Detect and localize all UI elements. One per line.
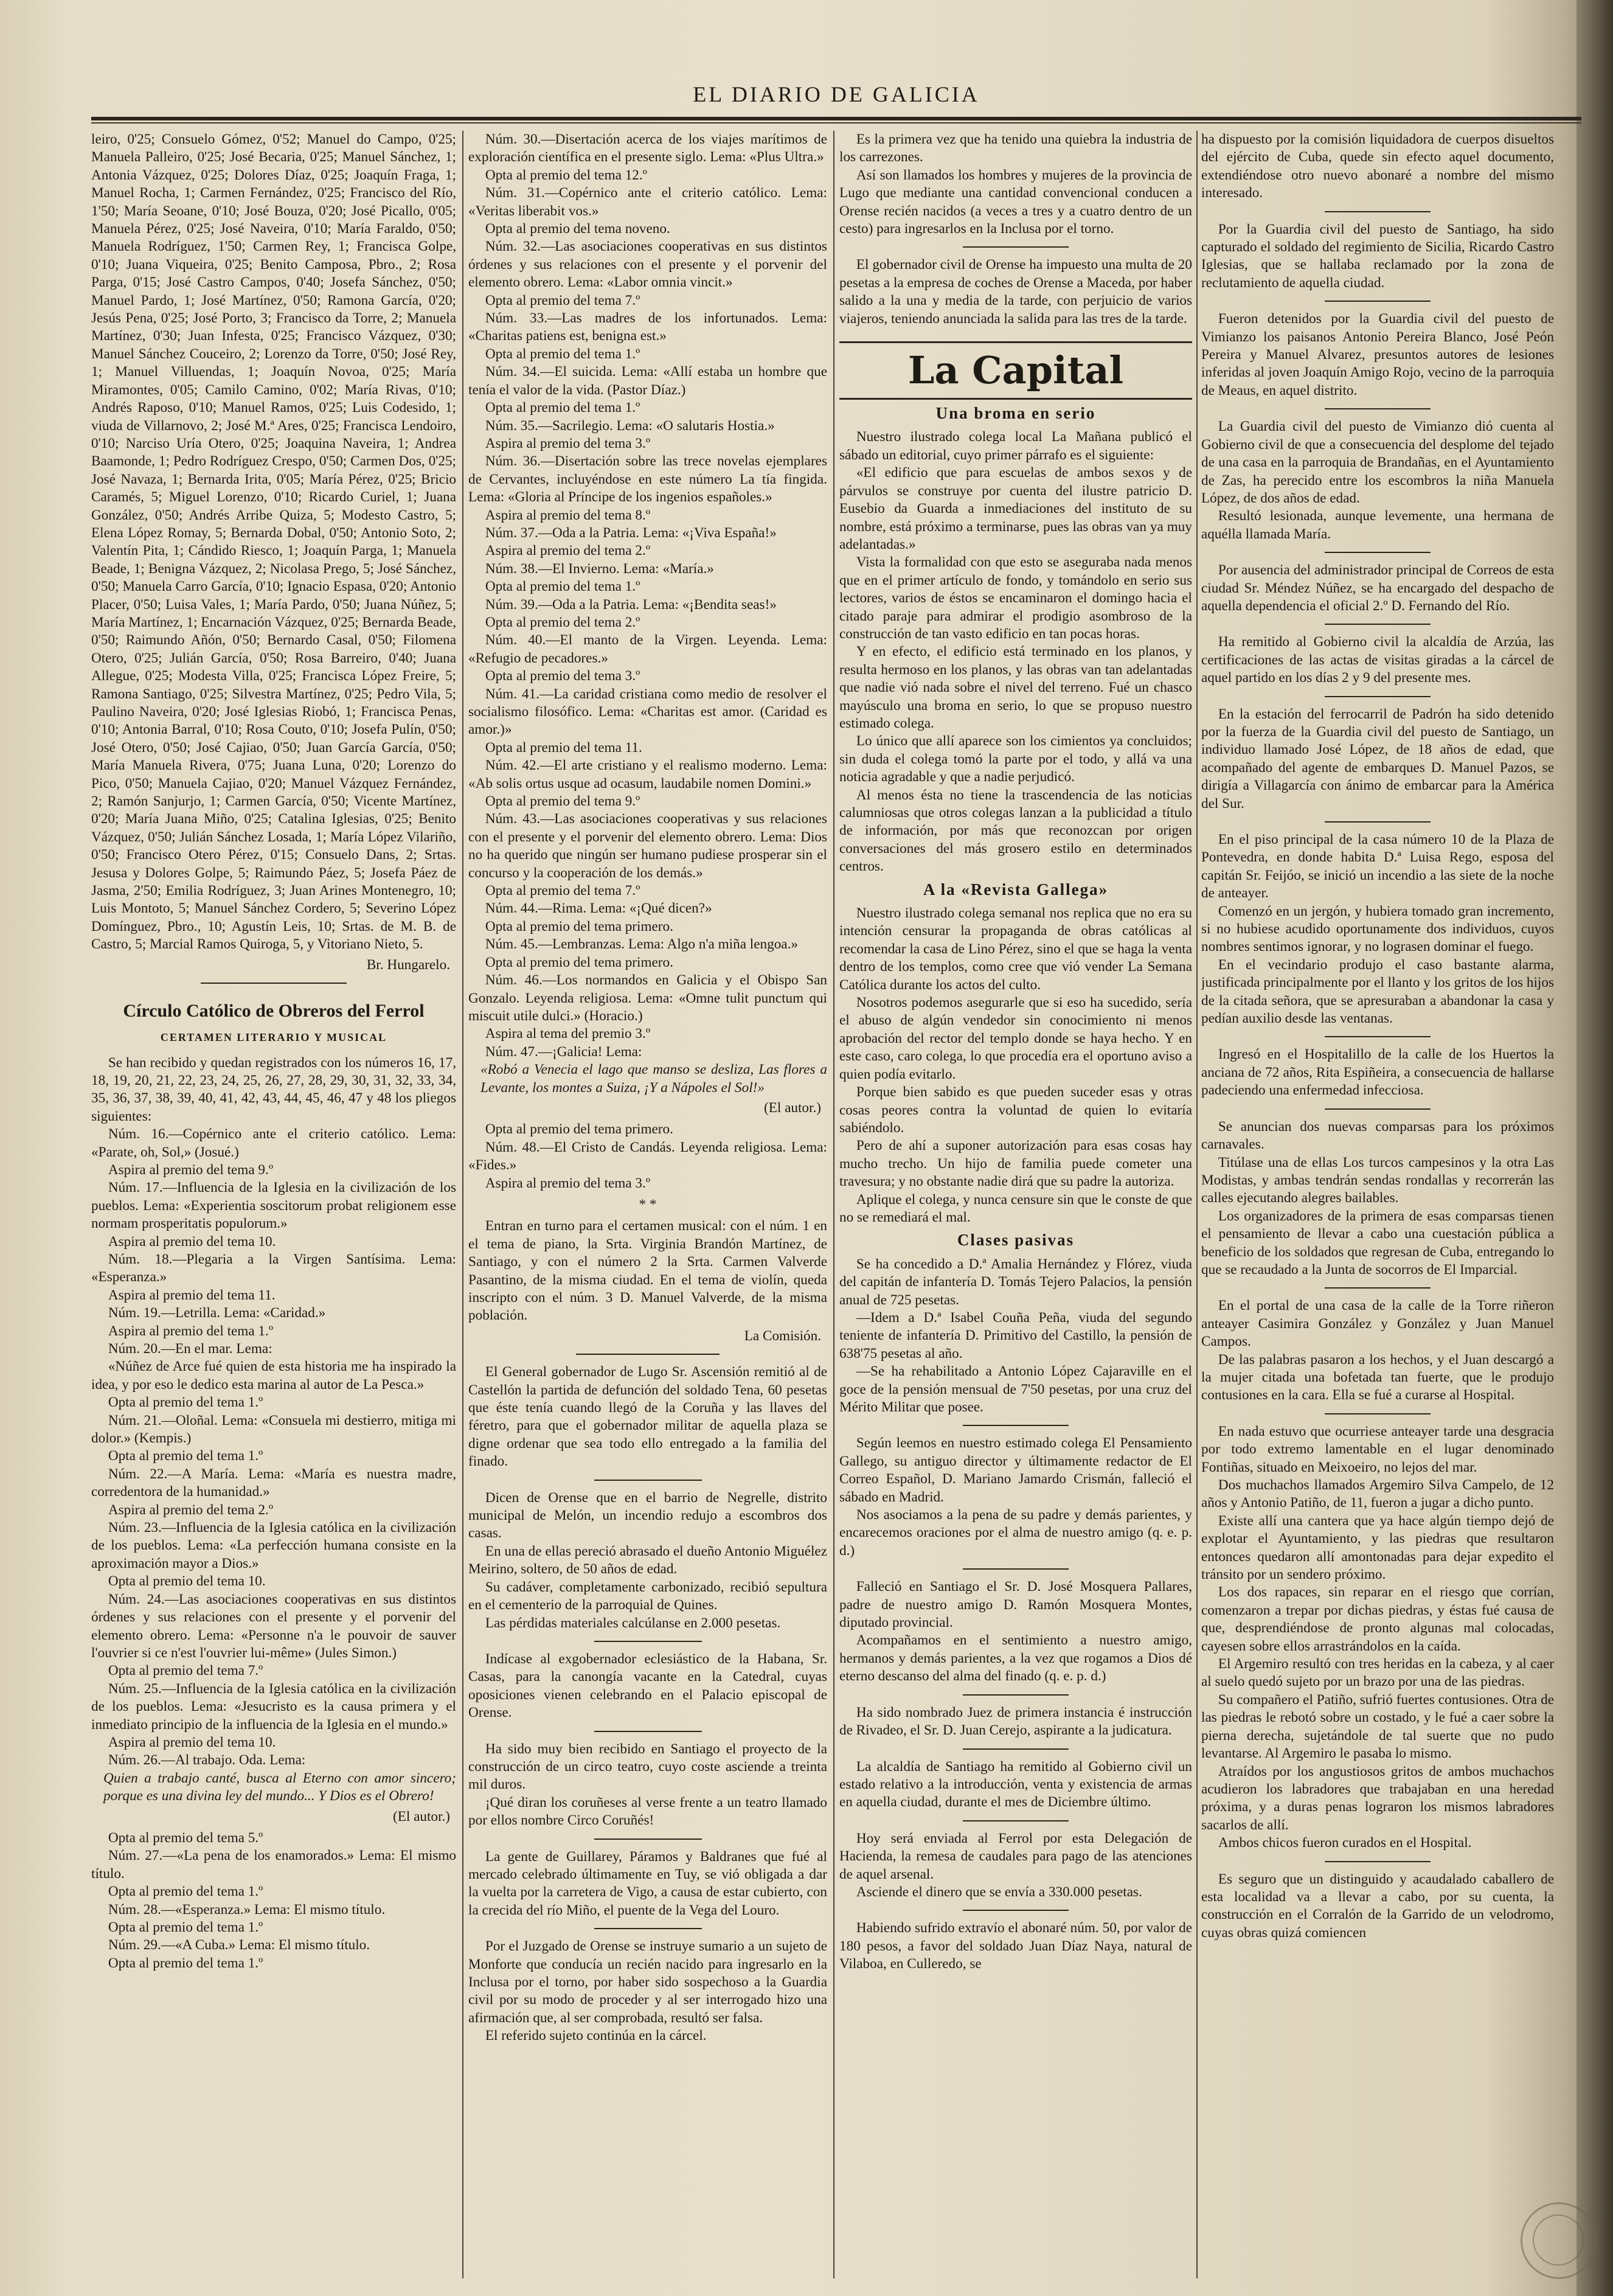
paragraph: Opta al premio del tema primero.: [485, 1121, 673, 1138]
paragraph: Núm. 33.—Las madres de los infortunados. Lema: «Charitas patiens est, benigna est.»: [468, 310, 827, 344]
separator: [1325, 1108, 1431, 1110]
separator: [1325, 1861, 1431, 1862]
separator: [594, 1928, 702, 1929]
paragraph: Núm. 47.—¡Galicia! Lema:: [485, 1043, 642, 1060]
paragraph: Y en efecto, el edificio está terminado en los planos, y resulta hermoso en los planos, y las obras van tan adelantadas que nadie vió nada sobre el nivel del terreno. Fué un chasco mayúsculo una broma en serio, lo que se propuso nuestro estimado colega.: [839, 644, 1192, 731]
paragraph: Núm. 29.—«A Cuba.» Lema: El mismo título.: [108, 1937, 370, 1953]
paragraph: Núm. 48.—El Cristo de Candás. Leyenda religiosa. Lema: «Fides.»: [468, 1139, 827, 1174]
paragraph: —Idem a D.ª Isabel Couña Peña, viuda del segundo teniente de infantería D. Primitivo del Castillo, la pensión de 638'75 pesetas al año.: [839, 1309, 1192, 1362]
paragraph: Es la primera vez que ha tenido una quiebra la industria de los carrezones.: [839, 131, 1192, 165]
paragraph: Atraídos por los angustiosos gritos de ambos muchachos acudieron los labradores que trabajaban en una heredad próxima, y a duras penas lograron los mismos labradores sacarlos de allí.: [1201, 1763, 1554, 1833]
paragraph: Núm. 23.—Influencia de la Iglesia católica en la civilización de los pueblos. Lema: «La perfección humana consiste en la aproximación mayor a Dios.»: [91, 1520, 456, 1571]
separator: [963, 1568, 1069, 1570]
verse: «Robó a Venecia el lago que manso se desliza, Las flores a Levante, los montes a Suiza, ¡Y a Nápoles el Sol!»: [480, 1062, 827, 1096]
separator: [594, 1480, 702, 1481]
paragraph: Núm. 39.—Oda a la Patria. Lema: «¡Bendita seas!»: [485, 596, 777, 613]
paragraph: Ha sido muy bien recibido en Santiago el proyecto de la construcción de un circo teatro, cuyo coste asciende a treinta mil duros.: [468, 1741, 827, 1793]
paragraph: Por el Juzgado de Orense se instruye sumario a un sujeto de Monforte que conducía un recién nacido para ingresarlo en la Inclusa por el torno, por haber sido sospechoso a la Guardia civil por su modo de proceder y al ser interrogado hizo una afirmación que, al ser comprobada, resultó ser falsa.: [468, 1938, 827, 2026]
column-2: [468, 131, 827, 2278]
asterism: * *: [639, 1196, 657, 1212]
paragraph: Entran en turno para el certamen musical: con el núm. 1 en el tema de piano, la Srta. Virginia Brandón Martínez, de Santiago, y con el número 2 la Srta. Carmen Valverde Pasantino, de la misma ciudad. En el tema de violín, queda inscripto con el núm. 3 D. Manuel Valverde, de la misma población.: [468, 1218, 827, 1324]
section-subheading: CERTAMEN LITERARIO Y MUSICAL: [160, 1031, 387, 1044]
paragraph: Es seguro que un distinguido y acaudalado caballero de esta localidad va a llevar a cabo, por su cuenta, la construcción en el Corralón de la Garrido de un velodromo, cuyas obras quizá comiencen: [1201, 1871, 1554, 1941]
separator: [1325, 1036, 1431, 1037]
paragraph: Núm. 21.—Oloñal. Lema: «Consuela mi destierro, mitiga mi dolor.» (Kempis.): [91, 1412, 456, 1447]
paragraph: Aspira al premio del tema 10.: [108, 1734, 276, 1750]
column-3: [839, 131, 1192, 2278]
paragraph: Aspira al premio del tema 2.º: [485, 543, 651, 559]
paragraph: Opta al premio del tema 12.º: [485, 167, 647, 183]
paragraph: Opta al premio del tema 1.º: [485, 346, 640, 362]
signature: (El autor.): [763, 1099, 821, 1116]
paragraph: Núm. 32.—Las asociaciones cooperativas en sus distintos órdenes y sus relaciones con el presente y el porvenir del elemento obrero. Lema: «Labor omnia vincit.»: [468, 238, 827, 291]
separator: [1325, 1413, 1431, 1414]
paragraph: Opta al premio del tema 1.º: [108, 1955, 263, 1971]
paragraph: Opta al premio del tema 9.º: [485, 793, 640, 810]
paragraph: Opta al premio del tema noveno.: [485, 221, 670, 237]
paragraph: En el vecindario produjo el caso bastante alarma, justificada principalmente por el llanto y los gritos de los hijos de la citada señora, que se apresuraban a abandonar la casa y pedían auxilio desde las ventanas.: [1201, 956, 1554, 1027]
masthead: EL DIARIO DE GALICIA: [693, 82, 980, 106]
separator: [1325, 696, 1431, 697]
section-heading: Círculo Católico de Obreros del Ferrol: [123, 1001, 425, 1021]
paragraph: Núm. 30.—Disertación acerca de los viajes marítimos de exploración científica en el presente siglo. Lema: «Plus Ultra.»: [468, 131, 827, 165]
separator: [201, 983, 347, 984]
paragraph: Falleció en Santiago el Sr. D. José Mosquera Pallares, padre de nuestro amigo D. Ramón Mosquera Montes, diputado provincial.: [839, 1579, 1192, 1631]
paragraph: Núm. 26.—Al trabajo. Oda. Lema:: [108, 1752, 306, 1769]
paragraph: Existe allí una cantera que ya hace algún tiempo dejó de explotar el Ayuntamiento, y las piedras que resultaron entonces quedaron allí amontonadas para dejar expedito el tránsito por un sendero próximo.: [1201, 1512, 1554, 1583]
paragraph: ha dispuesto por la comisión liquidadora de cuerpos disueltos del ejército de Cuba, quede sin efecto aquel documento, extendiéndose otro nuevo abonaré a nombre del mismo interesado.: [1201, 131, 1554, 201]
paragraph: Por la Guardia civil del puesto de Santiago, ha sido capturado el soldado del regimiento de Sicilia, Ricardo Castro Iglesias, que se hallaba reclamado por la zona de reclutamiento de aquella ciudad.: [1201, 221, 1554, 291]
paragraph: Núm. 31.—Copérnico ante el criterio católico. Lema: «Veritas liberabit vos.»: [468, 185, 827, 219]
paragraph: En una de ellas pereció abrasado el dueño Antonio Miguélez Meirino, soltero, de 50 años de edad.: [468, 1543, 827, 1578]
article-heading: A la «Revista Gallega»: [923, 880, 1109, 899]
separator: [594, 1641, 702, 1642]
paragraph: Los organizadores de la primera de esas comparsas tienen el pensamiento de llevar a cabo una cuestación pública a beneficio de los soldados que regresan de Cuba, entregando lo que se recaudado a la Junta de socorros de El Imparcial.: [1201, 1208, 1554, 1278]
paragraph: —Se ha rehabilitado a Antonio López Cajaraville en el goce de la pensión mensual de 7'50 pesetas, por una cruz del Mérito Militar que posee.: [839, 1363, 1192, 1415]
subscription-list: leiro, 0'25; Consuelo Gómez, 0'52; Manuel do Campo, 0'25; Manuela Palleiro, 0'25; José Becaria, 0'25; Manuel Sánchez, 1; Antonia Vázquez, 0'25; Dolores Díaz, 0'25; Joaquín Fraga, 1; Manuel Rocha, 1; Carmen Fernández, 0'25; Francisco del Río, 1'50; María Seoane, 0'10; José Bouza, 0'20; José Picallo, 0'05; Manuela Pérez, 0'25; José Naveira, 0'10; María Faraldo, 0'50; Manuela Rodríguez, 1'50; Carmen Rey, 1; Francisca Golpe, 0'10; Juana Viqueira, 0'25; Benito Camposa, Pbro., 2; Rosa Parga, 0'15; José Castro Campos, 0'40; Josefa Sánchez, 0'50; Manuel Pardo, 1; José Martínez, 0'50; Ramona García, 0'20; Jesús Pena, 0'25; José Porto, 3; Francisco da Torre, 2; Manuela Martínez, 0'30; Juan Infesta, 0'25; Francisco Vázquez, 0'30; Manuel Sánchez Couceiro, 2; Lorenzo da Torre, 0'50; José Rey, 1; Manuel Villuendas, 1; Joaquín Novoa, 0'25; María Miramontes, 0'05; Camilo Camino, 0'02; María Rivas, 0'10; Andrés Raposo, 0'10; Manuel Ramos, 0'25; Luis Codesido, 1; viuda de Villarnovo, 2; José M.ª Ares, 0'25; Francisca Lendoiro, 0'10; Narciso Uría Otero, 0'25; Joaquina Naveira, 1; Andrea Baamonde, 1; Pedro Rodríguez Crespo, 0'50; Carmen Dos, 0'25; José Navaza, 1; Bernarda Irita, 0'05; María Pérez, 0'25; Bricio Caramés, 5; Miguel Lorenzo, 0'10; Ricardo Curiel, 1; Juana González, 0'50; Andrés Arribe Quiza, 5; Modesto Castro, 5; Elena López Romay, 5; Bernarda Dobal, 0'50; Antonio Soto, 2; Valentín Pita, 1; Cándido Riesco, 1; Joaquín Parga, 1; Manuela Beade, 1; Benigna Vázquez, 2; Nicolasa Prego, 5; José Sánchez, 0'50; Manuela Carro García, 0'10; Ignacio Espasa, 0'20; Antonio Placer, 0'50; Luisa Vales, 1; María Pardo, 0'50; Juana Núñez, 5; María Martínez, 1; Encarnación Vázquez, 0'25; Bernarda Beade, 0'50; Raimundo Añón, 0'50; Bernardo Casal, 0'50; Filomena Otero, 0'25; Julián García, 0'50; Rosa Barreiro, 0'40; Juana Allegue, 0'25; Modesta Villa, 0'25; Francisca López Freire, 5; Ramona Santiago, 0'25; Silvestra Martínez, 0'25; Pedro Vila, 5; Paulino Naveira, 0'20; José Iglesias Riobó, 1; Francisca Penas, 0'10; Antonia Barral, 0'10; Rosa Couto, 0'10; Josefa Pulín, 0'50; José Otero, 0'50; José Cajiao, 0'50; Juan García García, 0'50; María Manuela Rivera, 0'75; Juana Luna, 0'20; Lorenzo do Pico, 0'50; Manuela Cajiao, 0'20; Manuel Vázquez Fernández, 2; Ramón Sanjurjo, 1; Carmen García, 0'50; Vicente Martínez, 0'20; María Juana Miño, 0'25; Catalina Iglesias, 0'25; Benito Vázquez, 0'50; Julián Sánchez Losada, 1; María López Vilariño, 0'50; Francisco Otero Pérez, 0'15; Consuelo Dans, 2; Srtas. Jesusa y Dolores Golpe, 5; Raimundo Páez, 5; Josefa Páez de Jasma, 2'50; Emilia Rodríguez, 3; Juan Arines Montenegro, 10; Luis Montoto, 5; Manuel Sánchez Cordero, 5; Severino López Domínguez, Pbro., 10; Agustín Leis, 10; Srtas. de M. B. de Castro, 5; Marcial Ramos Quiroga, 5, y Vitoriano Nieto, 5.: [91, 131, 456, 953]
paragraph: Núm. 46.—Los normandos en Galicia y el Obispo San Gonzalo. Leyenda religiosa. Lema: «Omne tulit punctum qui miscuit utile dulci.» (Horacio.): [468, 972, 827, 1024]
paragraph: Núm. 44.—Rima. Lema: «¡Qué dicen?»: [485, 900, 712, 917]
paragraph: Aspira al premio del tema 8.º: [485, 507, 651, 523]
paragraph: Núm. 27.—«La pena de los enamorados.» Lema: El mismo título.: [91, 1848, 456, 1882]
paragraph: Ingresó en el Hospitalillo de la calle de los Huertos la anciana de 72 años, Rita Espiñeira, a consecuencia de hallarse padeciendo una enfermedad infecciosa.: [1201, 1046, 1554, 1099]
signature: Br. Hungarelo.: [366, 956, 450, 973]
paragraph: Resultó lesionada, aunque levemente, una hermana de aquélla llamada María.: [1201, 508, 1554, 542]
paragraph: Asciende el dinero que se envía a 330.000 pesetas.: [856, 1884, 1142, 1900]
paragraph: Aspira al premio del tema 11.: [108, 1287, 276, 1303]
paragraph: La gente de Guillarey, Páramos y Baldranes que fué al mercado celebrado últimamente en Tuy, se vió obligada a dar la vuelta por la carretera de Vigo, a causa de estar cubierto, con la crecida del río Miño, el puente de la Vega del Louro.: [468, 1848, 827, 1918]
paragraph: Núm. 45.—Lembranzas. Lema: Algo n'a miña lengoa.»: [485, 936, 798, 953]
paragraph: Opta al premio del tema primero.: [485, 918, 673, 934]
separator: [1325, 624, 1431, 625]
paragraph: Opta al premio del tema 1.º: [485, 400, 640, 416]
column-rule: [833, 131, 834, 2278]
paragraph: Hoy será enviada al Ferrol por esta Delegación de Hacienda, la remesa de caudales para pago de las atenciones de aquel arsenal.: [839, 1830, 1192, 1882]
paragraph: Núm. 16.—Copérnico ante el criterio católico. Lema: «Parate, oh, Sol,» (Josué.): [91, 1126, 456, 1160]
column-rule: [1196, 131, 1198, 2278]
signature: (El autor.): [392, 1808, 450, 1825]
paragraph: Opta al premio del tema 1.º: [108, 1919, 263, 1935]
column-rule: [462, 131, 463, 2278]
paragraph: En nada estuvo que ocurriese anteayer tarde una desgracia por todo extremo lamentable en el lugar denominado Fontiñas, situado en Meixoeiro, no lejos del mar.: [1201, 1423, 1554, 1475]
separator: [1325, 211, 1431, 212]
paragraph: Opta al premio del tema 1.º: [108, 1884, 263, 1900]
paragraph: Opta al premio del tema 11.: [485, 739, 642, 756]
paragraph: Lo único que allí aparece son los cimientos ya concluidos; sin duda el colega tomó la parte por el todo, y allá va una noticia agradable y que a nadie perjudicó.: [839, 733, 1192, 785]
paragraph: Dos muchachos llamados Argemiro Silva Campelo, de 12 años y Antonio Patiño, de 11, fueron a jugar a dicho punto.: [1201, 1477, 1554, 1511]
paragraph: Aspira al premio del tema 10.: [108, 1233, 276, 1250]
signature: La Comisión.: [744, 1327, 821, 1344]
paragraph: Núm. 40.—El manto de la Virgen. Leyenda. Lema: «Refugio de pecadores.»: [468, 632, 827, 666]
paragraph: El gobernador civil de Orense ha impuesto una multa de 20 pesetas a la empresa de coches de Orense a Maceda, por haber salido a la una y media de la tarde, con perjuicio de varios viajeros, teniendo anunciada la salida para las tres de la tarde.: [839, 257, 1192, 327]
paragraph: En la estación del ferrocarril de Padrón ha sido detenido por la fuerza de la Guardia civil del puesto de Santiago, un individuo llamado José López, de 18 años de edad, que acompañado del agente de embarques D. Manuel Pazos, se dirigía a Villagarcía con ánimo de embarcar para la América del Sur.: [1201, 706, 1554, 812]
paragraph: Ha sido nombrado Juez de primera instancia é instrucción de Rivadeo, el Sr. D. Juan Cerejo, aspirante a la judicatura.: [839, 1704, 1192, 1739]
paragraph: Se anuncian dos nuevas comparsas para los próximos carnavales.: [1201, 1118, 1554, 1153]
paragraph: Opta al premio del tema 1.º: [108, 1394, 263, 1411]
paragraph: Opta al premio del tema 7.º: [108, 1663, 263, 1679]
paragraph: Su cadáver, completamente carbonizado, recibió sepultura en el cementerio de la parroquial de Quines.: [468, 1579, 827, 1613]
verse: Quien a trabajo canté, busca al Eterno con amor sincero; porque es una divina ley del mundo... Y Dios es el Obrero!: [103, 1770, 456, 1804]
column-4: [1201, 131, 1554, 2278]
separator: [594, 1731, 702, 1732]
paragraph: Núm. 25.—Influencia de la Iglesia católica en la civilización de los pueblos. Lema: «Jesucristo es la causa primera y el inmediato principio de la influencia de la Iglesia en el mundo.»: [91, 1680, 456, 1733]
paragraph: Núm. 38.—El Invierno. Lema: «María.»: [485, 560, 714, 577]
paragraph: Fueron detenidos por la Guardia civil del puesto de Vimianzo los paisanos Antonio Pereira Blanco, José Peón Pereira y Manuel Alvarez, presuntos autores de lesiones inferidas al joven Joaquín Amigo Rojo, vecino de la parroquia de Meaus, en aquel distrito.: [1201, 311, 1554, 398]
paragraph: Núm. 35.—Sacrilegio. Lema: «O salutaris Hostia.»: [485, 417, 775, 434]
paragraph: Núm. 37.—Oda a la Patria. Lema: «¡Viva España!»: [485, 524, 777, 541]
paragraph: De las palabras pasaron a los hechos, y el Juan descargó a la mujer citada una bofetada tan fuerte, que le produjo contusiones en la cara. Ella se fué a curarse al Hospital.: [1201, 1351, 1554, 1404]
paragraph: Opta al premio del tema 1.º: [108, 1448, 263, 1464]
separator: [963, 1910, 1069, 1911]
paragraph: «Núñez de Arce fué quien de esta historia me ha inspirado la idea, y por eso le dedico esta marina al autor de La Pesca.»: [91, 1358, 456, 1393]
header-rule-thin: [91, 122, 1581, 123]
paragraph: Nos asociamos a la pena de su padre y demás parientes, y encarecemos oraciones por el alma de nuestro amigo (q. e. p. d.): [839, 1507, 1192, 1559]
paragraph: Núm. 17.—Influencia de la Iglesia en la civilización de los pueblos. Lema: «Experientia soscitorum probat religionem esse normam prosperitatis populorum.»: [91, 1180, 456, 1232]
paragraph: Titúlase una de ellas Los turcos campesinos y la otra Las Modistas, y ambas tendrán sendas rondallas y recorrerán las calles ejecutando alegres bailables.: [1201, 1154, 1554, 1206]
separator: [576, 1354, 720, 1355]
paragraph: Por ausencia del administrador principal de Correos de esta ciudad Sr. Méndez Núñez, se ha encargado del despacho de aquella dependencia el oficial 2.º D. Fernando del Río.: [1201, 562, 1554, 614]
paragraph: Núm. 20.—En el mar. Lema:: [108, 1341, 272, 1357]
separator: [1325, 408, 1431, 409]
paragraph: Opta al premio del tema 7.º: [485, 883, 640, 899]
paragraph: Se han recibido y quedan registrados con los números 16, 17, 18, 19, 20, 21, 22, 23, 24, 25, 26, 27, 28, 29, 30, 31, 32, 33, 34, 35, 36, 37, 38, 39, 40, 41, 42, 43, 44, 45, 46, 47 y 48 los pliegos siguientes:: [91, 1054, 456, 1124]
paragraph: «El edificio que para escuelas de ambos sexos y de párvulos se construye por cuenta del ilustre patricio D. Eusebio da Guarda a inmediaciones del instituto de su nombre, está próximo a terminarse, pues las obras van ya muy adelantadas.»: [839, 465, 1192, 552]
separator: [1325, 1287, 1431, 1289]
paragraph: Ambos chicos fueron curados en el Hospital.: [1218, 1835, 1472, 1851]
paragraph: Núm. 24.—Las asociaciones cooperativas en sus distintos órdenes y sus relaciones con el presente y el porvenir del elemento obrero. Lema: «Personne n'a le pouvoir de sauver l'ouvrier si ce n'est l'ouvrier lui-même» (Jules Simon.): [91, 1591, 456, 1661]
separator: [1325, 552, 1431, 553]
paragraph: Ha remitido al Gobierno civil la alcaldía de Arzúa, las certificaciones de las actas de visitas giradas a la cárcel de aquel partido en los días 2 y 9 del presente mes.: [1201, 634, 1554, 686]
paragraph: Núm. 41.—La caridad cristiana como medio de resolver el socialismo filosófico. Lema: «Charitas est amor. (Caridad es amor.)»: [468, 686, 827, 738]
paragraph: Su compañero el Patiño, sufrió fuertes contusiones. Otra de las piedras le rebotó sobre un costado, y le fué a caer sobre la pierna derecha, sujetándole de tal suerte que no pudo levantarse. Al Argemiro le pasaba lo mismo.: [1201, 1691, 1554, 1762]
separator: [1325, 821, 1431, 823]
paragraph: La alcaldía de Santiago ha remitido al Gobierno civil un estado relativo a la introducción, venta y existencia de armas en aquella ciudad, durante el mes de Diciembre último.: [839, 1758, 1192, 1811]
separator: [1325, 301, 1431, 302]
paragraph: Aspira al premio del tema 1.º: [108, 1323, 274, 1339]
paragraph: Opta al premio del tema primero.: [485, 954, 673, 970]
paragraph: Acompañamos en el sentimiento a nuestro amigo, hermanos y demás parientes, a la vez que rogamos a Dios dé eterno descanso del alma del finado (q. e. p. d.): [839, 1632, 1192, 1685]
paragraph: Opta al premio del tema 2.º: [485, 614, 640, 630]
paragraph: Núm. 42.—El arte cristiano y el realismo moderno. Lema: «Ab solis ortus usque ad ocasum, laudabile nomen Domini.»: [468, 757, 827, 791]
paragraph: Núm. 18.—Plegaria a la Virgen Santísima. Lema: «Esperanza.»: [91, 1251, 456, 1285]
paragraph: Aspira al premio del tema 2.º: [108, 1501, 274, 1518]
paragraph: En el piso principal de la casa número 10 de la Plaza de Pontevedra, en donde habita D.ª Luisa Rego, esposa del capitán Sr. Feijóo, se inició un incendio a las siete de la noche de anteayer.: [1201, 832, 1554, 902]
paragraph: Opta al premio del tema 1.º: [485, 579, 640, 595]
paragraph: Opta al premio del tema 5.º: [108, 1829, 263, 1846]
paragraph: Porque bien sabido es que pueden suceder esas y otras cosas peores contra la voluntad de quien lo evitaría sabiéndolo.: [839, 1084, 1192, 1136]
separator: [963, 1748, 1069, 1750]
paragraph: Aspira al tema del premio 3.º: [485, 1026, 651, 1042]
paragraph: Al menos ésta no tiene la trascendencia de las noticias calumniosas que otros colegas lanzan a la publicidad a título de información, por más que reconozcan por origen conversaciones del más grosero estilo en determinados centros.: [839, 787, 1192, 875]
paragraph: Núm. 19.—Letrilla. Lema: «Caridad.»: [108, 1305, 326, 1321]
separator: [963, 246, 1069, 248]
paragraph: Opta al premio del tema 7.º: [485, 292, 640, 308]
paragraph: En el portal de una casa de la calle de la Torre riñeron anteayer Casimira González y González y Juan Manuel Campos.: [1201, 1298, 1554, 1350]
paragraph: Se ha concedido a D.ª Amalia Hernández y Flórez, viuda del capitán de infantería D. Tomás Tejero Palacios, la pensión anual de 725 pesetas.: [839, 1256, 1192, 1308]
paragraph: El referido sujeto continúa en la cárcel.: [485, 2028, 707, 2044]
paragraph: Nosotros podemos asegurarle que si eso ha sucedido, sería el abuso de algún vendedor sin conocimiento ni menos aprobación del rector del templo donde se haya hecho. Y en este caso, caro colega, lo que procedía era el oportuno aviso a quien podía evitarlo.: [839, 995, 1192, 1082]
paragraph: Opta al premio del tema 3.º: [485, 668, 640, 684]
paragraph: Así son llamados los hombres y mujeres de la provincia de Lugo que mediante una cantidad convencional conducen a Orense recién nacidos (a veces a tres y a cuatro dentro de un cesto) para ingresarlos en la Inclusa por el torno.: [839, 167, 1192, 237]
paragraph: Aspira al premio del tema 3.º: [485, 435, 651, 451]
binding-edge: [1577, 0, 1613, 2296]
paragraph: Dicen de Orense que en el barrio de Negrelle, distrito municipal de Melón, un incendio redujo a escombros dos casas.: [468, 1489, 827, 1542]
separator: [963, 1694, 1069, 1696]
paragraph: Comenzó en un jergón, y hubiera tomado gran incremento, si no hubiese acudido oportunamente dos individuos, cuyos nombres sentimos ignorar, y no lograsen dominar el fuego.: [1201, 903, 1554, 955]
paragraph: Habiendo sufrido extravío el abonaré núm. 50, por valor de 180 pesos, a favor del soldado Juan Díaz Naya, natural de Vilaboa, en Culleredo, se: [839, 1920, 1192, 1972]
paragraph: Núm. 22.—A María. Lema: «María es nuestra madre, corredentora de la humanidad.»: [91, 1466, 456, 1500]
paragraph: Aspira al premio del tema 9.º: [108, 1161, 274, 1178]
library-stamp-inner: [1533, 2214, 1584, 2266]
paragraph: Aplique el colega, y nunca censure sin que le conste de que no se remediará el mal.: [839, 1191, 1192, 1225]
paragraph: Aspira al premio del tema 3.º: [485, 1175, 651, 1191]
paragraph: El Argemiro resultó con tres heridas en la cabeza, y al caer al suelo quedó sujeto por un brazo por una de las piedras.: [1201, 1656, 1554, 1690]
separator: [963, 1425, 1069, 1426]
paragraph: La Guardia civil del puesto de Vimianzo dió cuenta al Gobierno civil de que a consecuencia del desplome del tejado de una casa en la parroquia de Brandañas, en el Ayuntamiento de Zas, ha perecido entre los escombros la niña Manuela López, de dos años de edad.: [1201, 419, 1554, 506]
article-heading: Una broma en serio: [935, 404, 1096, 423]
separator: [963, 1820, 1069, 1821]
paragraph: Opta al premio del tema 10.: [108, 1573, 266, 1590]
paragraph: Vista la formalidad con que esto se aseguraba nada menos que en el primer artículo de fondo, y tomándolo en serio sus lectores, varios de éstos se encaminaron el domingo hacia el citado paraje para admirar el prodigio asombroso de la construcción de tan vasto edificio en tan pocas horas.: [839, 554, 1192, 642]
paragraph: Los dos rapaces, sin reparar en el riesgo que corrían, comenzaron a trepar por dichas piedras, y éstas fué causa de que, desprendiéndose de pronto algunas mal colocadas, cayesen sobre ellos arrastrándolos en la caída.: [1201, 1584, 1554, 1654]
separator: [594, 1839, 702, 1840]
paragraph: Nuestro ilustrado colega semanal nos replica que no era su intención censurar la propaganda de obras católicas al recomendar la casa de Lino Pérez, sino el que se haga la venta dentro de los templos, como cree que vió vender La Semana Católica durante los actos del culto.: [839, 905, 1192, 993]
paragraph: Núm. 34.—El suicida. Lema: «Allí estaba un hombre que tenía el valor de la vida. (Pastor Díaz.): [468, 364, 827, 398]
section-title: La Capital: [839, 341, 1192, 400]
paragraph: Núm. 36.—Disertación sobre las trece novelas ejemplares de Cervantes, incluyéndose en este número La tía fingida. Lema: «Gloria al Príncipe de los ingenios españoles.»: [468, 453, 827, 506]
paragraph: Indícase al exgobernador eclesiástico de la Habana, Sr. Casas, para la canongía vacante en la Catedral, cuyas oposiciones vienen celebrando en el Palacio episcopal de Orense.: [468, 1651, 827, 1721]
article-heading: Clases pasivas: [957, 1231, 1075, 1250]
paragraph: ¡Qué diran los coruñeses al verse frente a un teatro llamado por ellos nombre Circo Coruñés!: [468, 1794, 827, 1829]
paragraph: El General gobernador de Lugo Sr. Ascensión remitió al de Castellón la partida de defunción del soldado Tena, 60 pesetas que éste tenía cuando llegó de la Coruña y las llaves del féretro, para que el gobernador militar de aquella plaza se digne ordenar que sea todo ello entregado a la familia del finado.: [468, 1364, 827, 1470]
paragraph: Núm. 43.—Las asociaciones cooperativas y sus relaciones con el presente y el porvenir del elemento obrero. Lema: Dios no ha querido que ningún ser humano pudiese prosperar sin el concurso y la cooperación de los demás.»: [468, 811, 827, 881]
column-1: [91, 131, 456, 2278]
paragraph: Nuestro ilustrado colega local La Mañana publicó el sábado un editorial, cuyo primer párrafo es el siguiente:: [839, 429, 1192, 463]
paragraph: Núm. 28.—«Esperanza.» Lema: El mismo título.: [108, 1901, 386, 1918]
header-rule: [91, 117, 1581, 120]
paragraph: Según leemos en nuestro estimado colega El Pensamiento Gallego, su antiguo director y últimamente redactor de El Correo Español, D. Mariano Jamardo Crismán, falleció el sábado en Madrid.: [839, 1435, 1192, 1505]
paragraph: Pero de ahí a suponer autorización para esas cosas hay mucho trecho. Un hijo de familia puede cometer una travesura; y no obstante nadie dirá que su padre la autoriza.: [839, 1138, 1192, 1190]
paragraph: Las pérdidas materiales calcúlanse en 2.000 pesetas.: [485, 1615, 781, 1631]
